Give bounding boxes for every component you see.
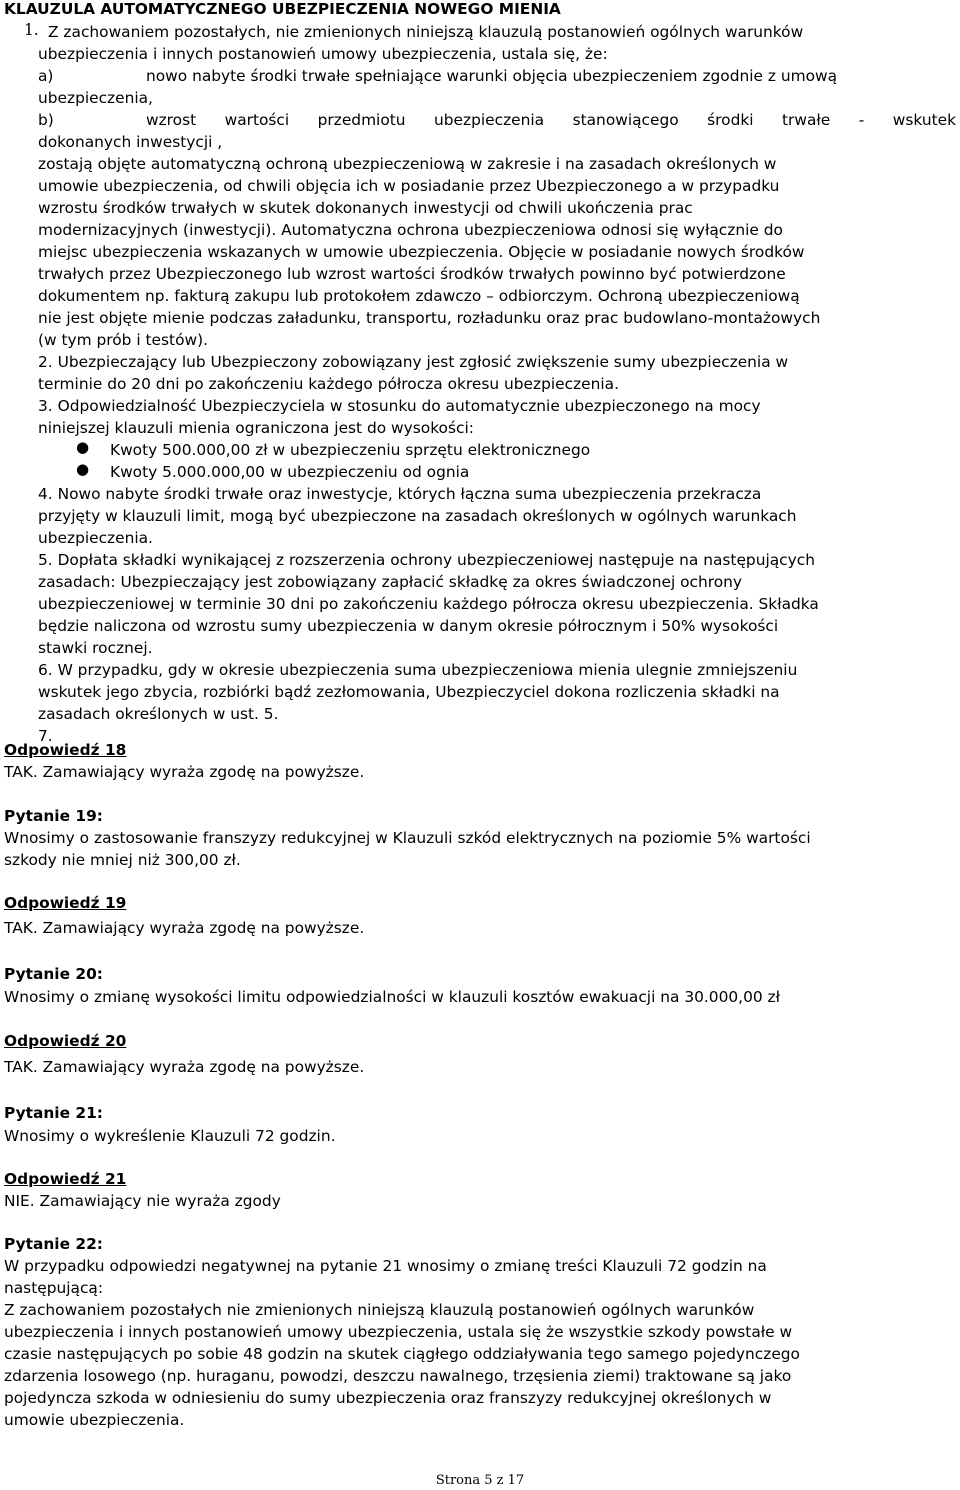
bullet-dot-icon: ●	[76, 438, 90, 456]
point-7-number: 7.	[38, 727, 53, 745]
point-2-line: terminie do 20 dni po zakończeniu każdego półrocza okresu ubezpieczenia.	[38, 375, 619, 393]
answer-18-heading: Odpowiedź 18	[4, 741, 127, 759]
question-19-text: szkody nie mniej niż 300,00 zł.	[4, 851, 241, 869]
item-b-text-part: środki	[707, 111, 754, 129]
answer-21-heading: Odpowiedź 21	[4, 1170, 127, 1188]
clause-body-line: trwałych przez Ubezpieczonego lub wzrost wartości środków trwałych powinno być potwierdzone	[38, 265, 786, 283]
clause-heading: KLAUZULA AUTOMATYCZNEGO UBEZPIECZENIA NOWEGO MIENIA	[4, 0, 561, 18]
question-21-text: Wnosimy o wykreślenie Klauzuli 72 godzin.	[4, 1127, 336, 1145]
item-b-text-part: wskutek	[892, 111, 956, 129]
clause-body-line: nie jest objęte mienie podczas załadunku, transportu, rozładunku oraz prac budowlano-montażowych	[38, 309, 821, 327]
clause-body-line: dokumentem np. fakturą zakupu lub protokołem zdawczo – odbiorczym. Ochroną ubezpieczeniową	[38, 287, 800, 305]
item-a-line: ubezpieczenia,	[38, 89, 153, 107]
point-6-line: 6. W przypadku, gdy w okresie ubezpieczenia suma ubezpieczeniowa mienia ulegnie zmniejszeniu	[38, 661, 798, 679]
question-22-heading: Pytanie 22:	[4, 1235, 103, 1253]
question-22-text: następującą:	[4, 1279, 104, 1297]
clause-body-line: miejsc ubezpieczenia wskazanych w umowie ubezpieczenia. Objęcie w posiadanie nowych środków	[38, 243, 805, 261]
bullet-dot-icon: ●	[76, 460, 90, 478]
answer-18-text: TAK. Zamawiający wyraża zgodę na powyższe.	[4, 763, 365, 781]
item-b-text-part: -	[858, 111, 865, 129]
question-22-text: Z zachowaniem pozostałych nie zmienionych niniejszą klauzulą postanowień ogólnych warunków	[4, 1301, 755, 1319]
point-4-line: przyjęty w klauzuli limit, mogą być ubezpieczone na zasadach określonych w ogólnych warunkach	[38, 507, 797, 525]
clause-body-line: modernizacyjnych (inwestycji). Automatyczna ochrona ubezpieczeniowa odnosi się wyłącznie do	[38, 221, 783, 239]
point-1-number: 1.	[24, 21, 39, 39]
question-21-heading: Pytanie 21:	[4, 1104, 103, 1122]
point-5-line: zasadach: Ubezpieczający jest zobowiązany zapłacić składkę za okres świadczonej ochrony	[38, 573, 743, 591]
question-19-heading: Pytanie 19:	[4, 807, 103, 825]
question-20-text: Wnosimy o zmianę wysokości limitu odpowiedzialności w klauzuli kosztów ewakuacji na 30.000,00 zł	[4, 988, 781, 1006]
question-22-text: zdarzenia losowego (np. huraganu, powodzi, deszczu nawalnego, trzęsienia ziemi) traktowane są jako	[4, 1367, 792, 1385]
item-b-text-part: ubezpieczenia	[434, 111, 545, 129]
answer-20-text: TAK. Zamawiający wyraża zgodę na powyższe.	[4, 1058, 365, 1076]
limit-item: Kwoty 5.000.000,00 w ubezpieczeniu od ognia	[110, 463, 470, 481]
question-22-text: ubezpieczenia i innych postanowień umowy ubezpieczenia, ustala się że wszystkie szkody powstałe w	[4, 1323, 793, 1341]
item-b-label: b)	[38, 111, 54, 129]
answer-20-heading: Odpowiedź 20	[4, 1032, 127, 1050]
answer-19-text: TAK. Zamawiający wyraża zgodę na powyższe.	[4, 919, 365, 937]
item-b-text-part: stanowiącego	[572, 111, 679, 129]
point-4-line: ubezpieczenia.	[38, 529, 153, 547]
answer-19-heading: Odpowiedź 19	[4, 894, 127, 912]
clause-body-line: wzrostu środków trwałych w skutek dokonanych inwestycji od chwili ukończenia prac	[38, 199, 693, 217]
point-3-line: 3. Odpowiedzialność Ubezpieczyciela w stosunku do automatycznie ubezpieczonego na mocy	[38, 397, 761, 415]
point-1-line: ubezpieczenia i innych postanowień umowy ubezpieczenia, ustala się, że:	[38, 45, 608, 63]
limit-item: Kwoty 500.000,00 zł w ubezpieczeniu sprzętu elektronicznego	[110, 441, 591, 459]
point-5-line: będzie naliczona od wzrostu sumy ubezpieczenia w danym okresie półrocznym i 50% wysokości	[38, 617, 779, 635]
item-a-line: nowo nabyte środki trwałe spełniające warunki objęcia ubezpieczeniem zgodnie z umową	[146, 67, 838, 85]
point-6-line: wskutek jego zbycia, rozbiórki bądź zezłomowania, Ubezpieczyciel dokona rozliczenia składki na	[38, 683, 780, 701]
item-b-text-part: przedmiotu	[317, 111, 406, 129]
item-b-text-part: wartości	[224, 111, 290, 129]
clause-body-line: umowie ubezpieczenia, od chwili objęcia ich w posiadanie przez Ubezpieczonego a w przypadku	[38, 177, 780, 195]
point-5-line: 5. Dopłata składki wynikającej z rozszerzenia ochrony ubezpieczeniowej następuje na następujących	[38, 551, 815, 569]
question-22-text: pojedyncza szkoda w odniesieniu do sumy ubezpieczenia oraz franszyzy redukcyjnej określonych w	[4, 1389, 772, 1407]
question-22-text: umowie ubezpieczenia.	[4, 1411, 185, 1429]
item-b-text-part: wzrost	[146, 111, 197, 129]
clause-body-line: zostają objęte automatyczną ochroną ubezpieczeniową w zakresie i na zasadach określonych w	[38, 155, 777, 173]
question-22-text: czasie następujących po sobie 48 godzin na skutek ciągłego oddziaływania tego samego pojedynczego	[4, 1345, 800, 1363]
clause-body-line: (w tym prób i testów).	[38, 331, 208, 349]
point-5-line: stawki rocznej.	[38, 639, 153, 657]
point-2-line: 2. Ubezpieczający lub Ubezpieczony zobowiązany jest zgłosić zwiększenie sumy ubezpieczenia w	[38, 353, 789, 371]
question-19-text: Wnosimy o zastosowanie franszyzy redukcyjnej w Klauzuli szkód elektrycznych na poziomie 5% wartości	[4, 829, 811, 847]
item-b-text-part: trwałe	[782, 111, 831, 129]
question-22-text: W przypadku odpowiedzi negatywnej na pytanie 21 wnosimy o zmianę treści Klauzuli 72 godzin na	[4, 1257, 767, 1275]
point-6-line: zasadach określonych w ust. 5.	[38, 705, 279, 723]
item-a-label: a)	[38, 67, 54, 85]
point-1-line: Z zachowaniem pozostałych, nie zmienionych niniejszą klauzulą postanowień ogólnych warunków	[48, 23, 804, 41]
point-4-line: 4. Nowo nabyte środki trwałe oraz inwestycje, których łączna suma ubezpieczenia przekracza	[38, 485, 762, 503]
point-3-line: niniejszej klauzuli mienia ograniczona jest do wysokości:	[38, 419, 474, 437]
point-5-line: ubezpieczeniowej w terminie 30 dni po zakończeniu każdego półrocza okresu ubezpieczenia. Składka	[38, 595, 819, 613]
item-b-line: dokonanych inwestycji ,	[38, 133, 223, 151]
answer-21-text: NIE. Zamawiający nie wyraża zgody	[4, 1192, 281, 1210]
page-number-footer: Strona 5 z 17	[435, 1473, 525, 1488]
item-b-line	[146, 109, 956, 131]
question-20-heading: Pytanie 20:	[4, 965, 103, 983]
